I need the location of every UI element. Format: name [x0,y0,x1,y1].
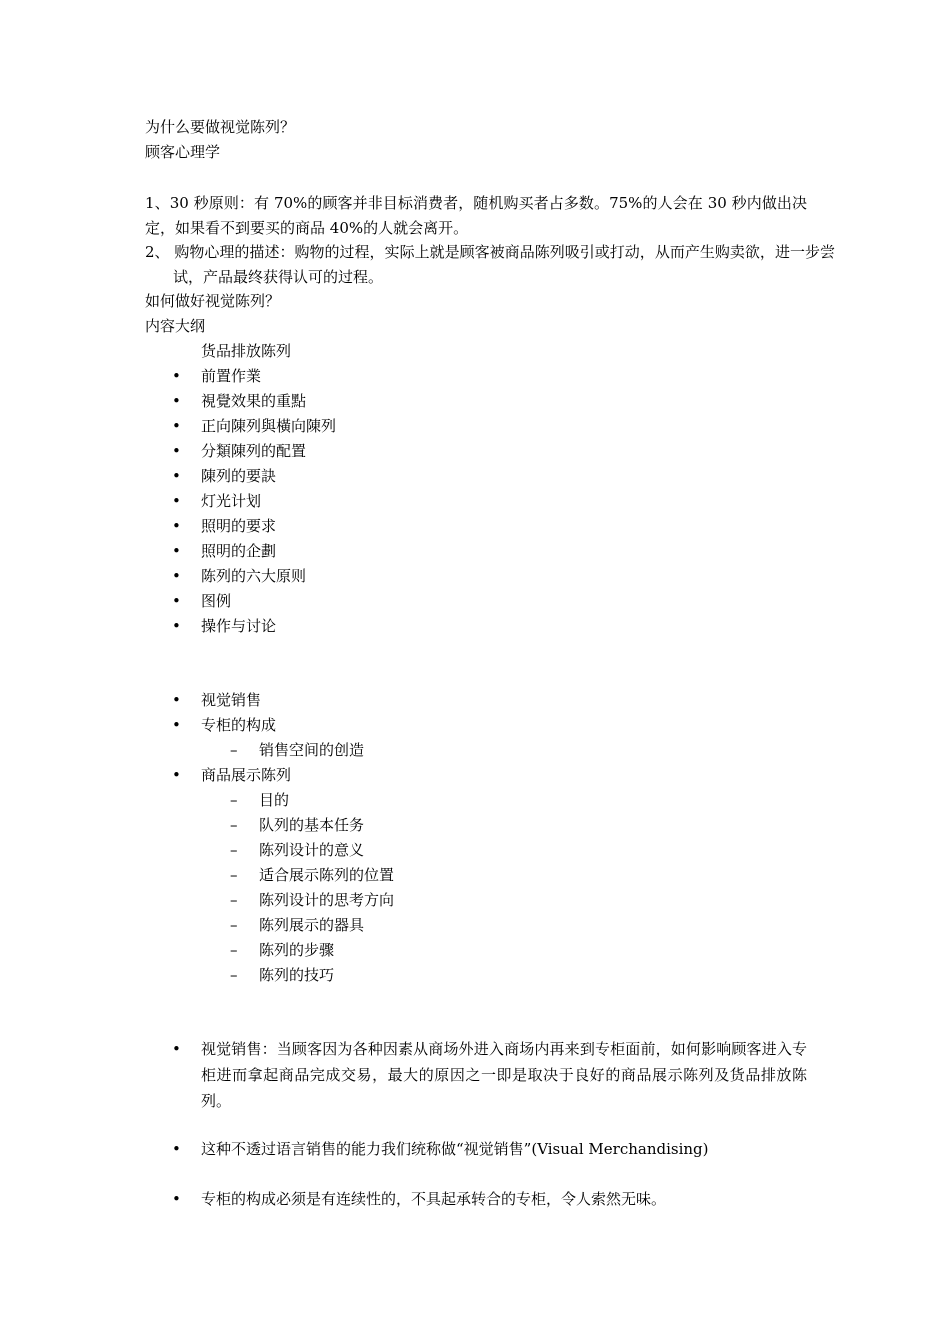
list-item: 照明的企劃 [201,542,277,560]
bullet-icon: • [172,617,181,635]
heading-customer-psychology: 顾客心理学 [145,143,221,161]
sub-list-item: 陈列设计的思考方向 [259,891,395,909]
sub-list-item: 销售空间的创造 [259,741,365,759]
sub-list-item: 适合展示陈列的位置 [259,866,395,884]
list-item: 分類陳列的配置 [201,442,307,460]
bullet-icon: • [172,567,181,585]
sub-list-item: 陈列的步骤 [259,941,335,959]
sub-list-item: 目的 [259,791,290,809]
bullet-icon: • [172,1040,181,1058]
list-item: 专柜的构成 [201,716,277,734]
dash-icon: – [230,966,238,984]
list-item: 視覺效果的重點 [201,392,307,410]
bullet-icon: • [172,517,181,535]
paragraph-counter-composition: 专柜的构成必须是有连续性的，不具起承转合的专柜，令人索然无味。 [201,1190,667,1208]
bullet-icon: • [172,442,181,460]
list-item: 灯光计划 [201,492,262,510]
list-item: 图例 [201,592,232,610]
list-item: 操作与讨论 [201,617,277,635]
paragraph-visual-merchandising: 视觉销售：当顾客因为各种因素从商场外进入商场内再来到专柜面前，如何影响顾客进入专柜进而拿起商品完成交易，最大的原因之一即是取决于良好的商品展示陈列及货品排放陈列。 [201,1040,807,1110]
list-item: 前置作業 [201,367,262,385]
sub-list-item: 陈列设计的意义 [259,841,365,859]
point-30-second-rule: 1、30 秒原则：有 70%的顾客并非目标消费者，随机购买者占多数。75%的人会在 30 秒内做出决定，如果看不到要买的商品 40%的人就会离开。 [145,194,807,237]
outline-title: 货品排放陈列 [201,342,292,360]
dash-icon: – [230,916,238,934]
heading-why-visual-display: 为什么要做视觉陈列？ [145,118,296,136]
list-item: 陈列的六大原则 [201,567,307,585]
bullet-icon: • [172,1190,181,1208]
point-shopping-psychology: 2、 购物心理的描述：购物的过程，实际上就是顾客被商品陈列吸引或打动，从而产生购卖欲，进一步尝试，产品最终获得认可的过程。 [145,243,835,286]
bullet-icon: • [172,492,181,510]
dash-icon: – [230,816,238,834]
bullet-icon: • [172,367,181,385]
dash-icon: – [230,866,238,884]
dash-icon: – [230,891,238,909]
bullet-icon: • [172,417,181,435]
heading-how-to-display: 如何做好视觉陈列？ [145,292,281,310]
bullet-icon: • [172,467,181,485]
bullet-icon: • [172,542,181,560]
paragraph-nonverbal-selling: 这种不透过语言销售的能力我们统称做“视觉销售”(Visual Merchandising) [201,1140,709,1158]
sub-list-item: 陈列的技巧 [259,966,335,984]
bullet-icon: • [172,691,181,709]
bullet-icon: • [172,766,181,784]
list-item: 商品展示陈列 [201,766,292,784]
bullet-icon: • [172,1140,181,1158]
dash-icon: – [230,941,238,959]
dash-icon: – [230,741,238,759]
list-item: 照明的要求 [201,517,277,535]
dash-icon: – [230,841,238,859]
bullet-icon: • [172,392,181,410]
heading-outline: 内容大纲 [145,317,206,335]
dash-icon: – [230,791,238,809]
list-item: 正向陳列與橫向陳列 [201,417,337,435]
bullet-icon: • [172,592,181,610]
sub-list-item: 陈列展示的器具 [259,916,365,934]
list-item: 陳列的要訣 [201,467,277,485]
sub-list-item: 队列的基本任务 [259,816,365,834]
bullet-icon: • [172,716,181,734]
list-item: 视觉销售 [201,691,262,709]
